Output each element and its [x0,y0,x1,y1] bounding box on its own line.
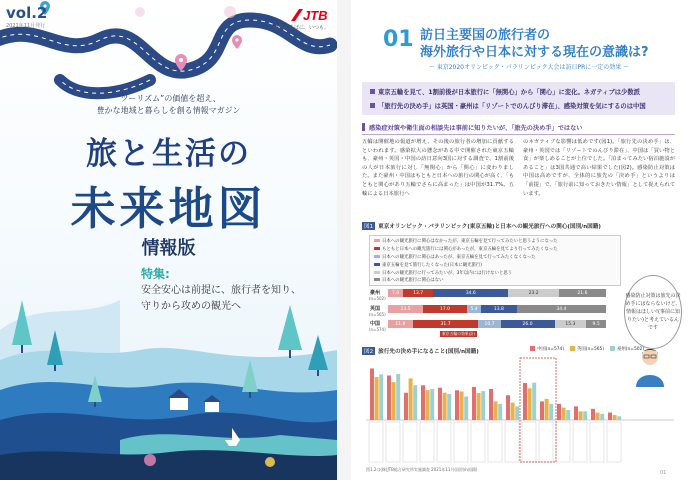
figure1-bar-segment: 11.9 [388,320,413,328]
figure2-bar [540,401,544,420]
figure1-bar-segment: 21.6 [559,289,606,297]
figure2-category-label-box [573,422,587,462]
figure1-note: 東京五輪の効果(計) [442,331,476,336]
figure1-row-country: 英国 [370,306,381,312]
figure-source: 図1,2は(株)JTB総合研究所実施調査 2021年11月(国別/n国籍) [366,467,478,472]
figure2-bar [617,416,621,420]
legend-label: 日本への観光旅行に関心はあったが、東京五輪を見て行ってみたくなくなった [382,255,536,260]
figure1-row-n: (n=574) [369,327,386,332]
legend-label: 中国(n=574) [537,347,565,352]
figure2-category-label-box [522,422,536,462]
legend-swatch [374,278,380,281]
figure1-bar-segment: 34.4 [517,305,606,313]
key-point-text: 「旅行先の決め手」は英国・豪州は「リゾートでのんびり滞在」、感染対策を気にするのは中国 [378,103,646,110]
figure2-bar [430,389,434,420]
figure1-label: 図1 [364,224,374,230]
figure2-bar [498,404,502,420]
figure2-bar [557,404,561,420]
issue-date: 2021年11月発行 [6,23,46,29]
figure2-category-label-box [607,422,621,462]
figure1-bar-segment: 17.0 [423,305,467,313]
magazine-title-line1: 旅と生活の [86,136,251,172]
legend-swatch [610,346,615,351]
figure2-category-label-box [386,422,400,462]
figure2-bar [600,414,604,420]
figure1-row-n: (n=502) [369,296,386,301]
legend-item [530,346,564,352]
figure2-bar [426,390,430,420]
figure2-category-label-box [556,422,570,462]
figure2-bar [515,406,519,420]
edition-label: 情報版 [141,238,196,259]
heading-bar-icon [362,123,365,131]
figure2-bar [506,395,510,420]
figure2-category-label-box [488,422,502,462]
legend-label: もともと日本への観光旅行には関心があったが、東京五輪を見てより行ってみたくなった [382,247,558,252]
figure2-title [362,347,479,355]
figure2-category-label-box [539,422,553,462]
bullet-icon [370,103,375,108]
legend-item [374,238,558,244]
magazine-cover [0,0,337,480]
figure2-bar [387,375,391,420]
figure2-category-label-box [454,422,468,462]
figure2-bar [562,408,566,420]
feature-line1: 安全安心は前提に、旅行者を知り、 [141,285,301,296]
figure2-bar [379,374,383,420]
figure1-bar-segment: 31.7 [413,320,479,328]
figure2-bar [511,403,515,420]
figure2-bar [549,404,553,420]
section-subtitle: ～ 東京2020オリンピック・パラリンピック大会は訪日PRに一定の効果 ～ [428,64,630,71]
legend-item [374,246,558,252]
feature-text [141,283,301,315]
legend-label: 日本への観光旅行に行ってみたいが、3年以内には行けないと思う [382,271,513,276]
figure2-bar [494,401,498,420]
figure2-bar [460,391,464,420]
legend-item [374,277,443,283]
figure1-bar-segment: 13.5 [388,305,423,313]
figure1-bar-segment: 13.8 [481,305,517,313]
legend-swatch [374,255,380,258]
figure1-bar-segment: 7.0 [388,289,403,297]
figure1-bar-segment: 15.3 [555,320,587,328]
figure2-category-label-box [590,422,604,462]
figure2-bar [455,390,459,420]
figure2-category-label-box [420,422,434,462]
body-text-right: のネガティブな影響は低めです(図1)。「旅行先の決め手」は、豪州・英国では「リゾートでのんびり滞在」、中国は「買い物と食」が楽しめることが上位でした。「泊まってみたい宿泊施設があること」は3国共通で高い結果でした(図2)。感染防止対策は中国は高めですが、全体的に旅先の「決め手」というよりは「前提」で、「旅行前に知っておきたい情報」として捉えられています。 [523,139,675,197]
figure2-bar [574,406,578,420]
figure1-title-text: 東京オリンピック・パラリンピック(東京五輪)と日本への観光旅行への関心(国別/n国籍) [378,224,601,230]
figure2-bar [613,415,617,420]
person-illustration [630,345,670,387]
key-points-box [362,82,675,115]
figure2-bar [464,396,468,420]
figure2-bar [375,377,379,420]
legend-swatch [374,239,380,242]
figure2-category-label-box [471,422,485,462]
figure2-bar [545,399,549,420]
figure2-bar [596,413,600,420]
figure2-bar [370,368,374,420]
figure2-bar [523,383,527,420]
section-title-line1: 訪日主要国の旅行者の [420,28,551,43]
figure2-bar [396,374,400,420]
figure2-category-label-box [369,422,383,462]
figure1-bar-segment: 34.6 [433,289,508,297]
figure2-label: 図2 [364,349,374,355]
figure2-title-text: 旅行先の決め手になること(国別/n国籍) [378,349,479,355]
volume-number: vol.2 [6,4,48,22]
legend-label: 日本への観光旅行に関心はない [382,278,444,283]
legend-swatch [374,263,380,266]
figure2-category-label-box [437,422,451,462]
figure2-bar [447,394,451,420]
figure2-bar [472,387,476,420]
figure2-bar [489,389,493,420]
figure2-bar [392,382,396,420]
figure1-title [362,222,601,230]
page-number: 01 [660,470,667,476]
key-point [370,87,640,96]
legend-swatch [570,346,575,351]
magazine-title-line2: 未来地図 [70,182,267,235]
figure1-bar-segment: 13.7 [403,289,433,297]
figure2-bar [421,385,425,420]
figure1-bar-segment: 23.2 [508,289,559,297]
legend-item [374,262,482,268]
tagline-line1: “ツーリズム”の価値を超え、 [116,94,221,103]
bullet-icon [370,89,375,94]
figure2-bar [579,411,583,420]
section-title [420,27,649,61]
figure1-bar-row [388,305,606,313]
feature-line2: 守りから攻めの観光へ [141,301,241,312]
legend-item [570,346,604,352]
figure2-bar [528,388,532,420]
legend-swatch [530,346,535,351]
figure2-category-label-box [505,422,519,462]
legend-swatch [374,271,380,274]
article-subheading [362,123,675,135]
legend-label: 東京五輪を見て旅行したくなった(日本に観光旅行) [382,263,483,268]
figure2-bar [591,409,595,420]
legend-item [374,254,536,260]
landscape-illustration [0,0,337,480]
key-point [370,101,646,110]
subheading-text: 感染症対策や衛生面の相談先は事前に知りたいが、「旅先の決め手」ではない [369,125,583,132]
figure1-bar-segment: 26.0 [501,320,555,328]
legend-label: 英国(n=565) [577,347,605,352]
legend-item [374,270,512,276]
figure1-bar-row [388,289,606,297]
figure1-row-n: (n=565) [369,312,386,317]
figure2-bar [608,413,612,420]
figure1-row-country: 中国 [370,321,381,327]
figure1-bar-segment: 9.5 [586,320,606,328]
section-title-line2: 海外旅行や日本に対する現在の意識は? [420,45,649,60]
tagline-line2: 豊かな地域と暮らしを創る情報マガジン [96,106,241,115]
figure1-legend [369,235,621,286]
callout-bubble: 感染防止対策は旅先の決め手にはならないけど、情報はほしい!(事前に知りたい)と考えているんです [624,275,682,349]
figure2-bar [532,383,536,420]
figure2-bar [583,411,587,420]
brand-tagline: 感動のそばに、いつも。 [273,25,329,31]
body-text-left: 五輪は開催地の報道が増え、その後の旅行者の増加に貢献するといわれます。感染拡大の懸念がある中で開催された東京五輪も、豪州・英国・中国の訪日意向3国に対する調査で、1割前後の人が日本旅行に対し「無関心」から「関心」に変わりました。また豪州・中国はもともと日本への旅行の関心が高く、「もともと関心があり五輪でさらに高まった」は中国が31.7%。五輪による日本旅行へ [362,139,514,197]
figure1-bar-segment: 5.4 [467,305,481,313]
figure2-bar [438,388,442,420]
figure2-bar [443,393,447,420]
figure2-bar [413,385,417,420]
svg-text:JTB: JTB [303,8,328,23]
legend-swatch [374,247,380,250]
section-number: 01 [383,27,414,52]
figure2-category-label-box [403,422,417,462]
figure1-bar-segment: 10.7 [478,320,500,328]
figure2-bar [481,391,485,420]
key-point-text: 東京五輪を見て、1割前後が日本旅行に「無関心」から「関心」に変化。ネガティブは少数派 [378,89,640,96]
figure1-bar-row [388,320,606,328]
feature-label: 特集: [141,267,170,281]
figure2-bar [477,393,481,420]
legend-label: 豪州(n=502) [617,347,645,352]
figure2-bar [566,410,570,420]
legend-label: 日本への観光旅行に関心はなかったが、東京五輪を見て行ってみたいと思うようになった [382,239,558,244]
figure2-bar [409,378,413,420]
figure2-bar [404,393,408,420]
figure1-row-country: 豪州 [370,290,381,296]
